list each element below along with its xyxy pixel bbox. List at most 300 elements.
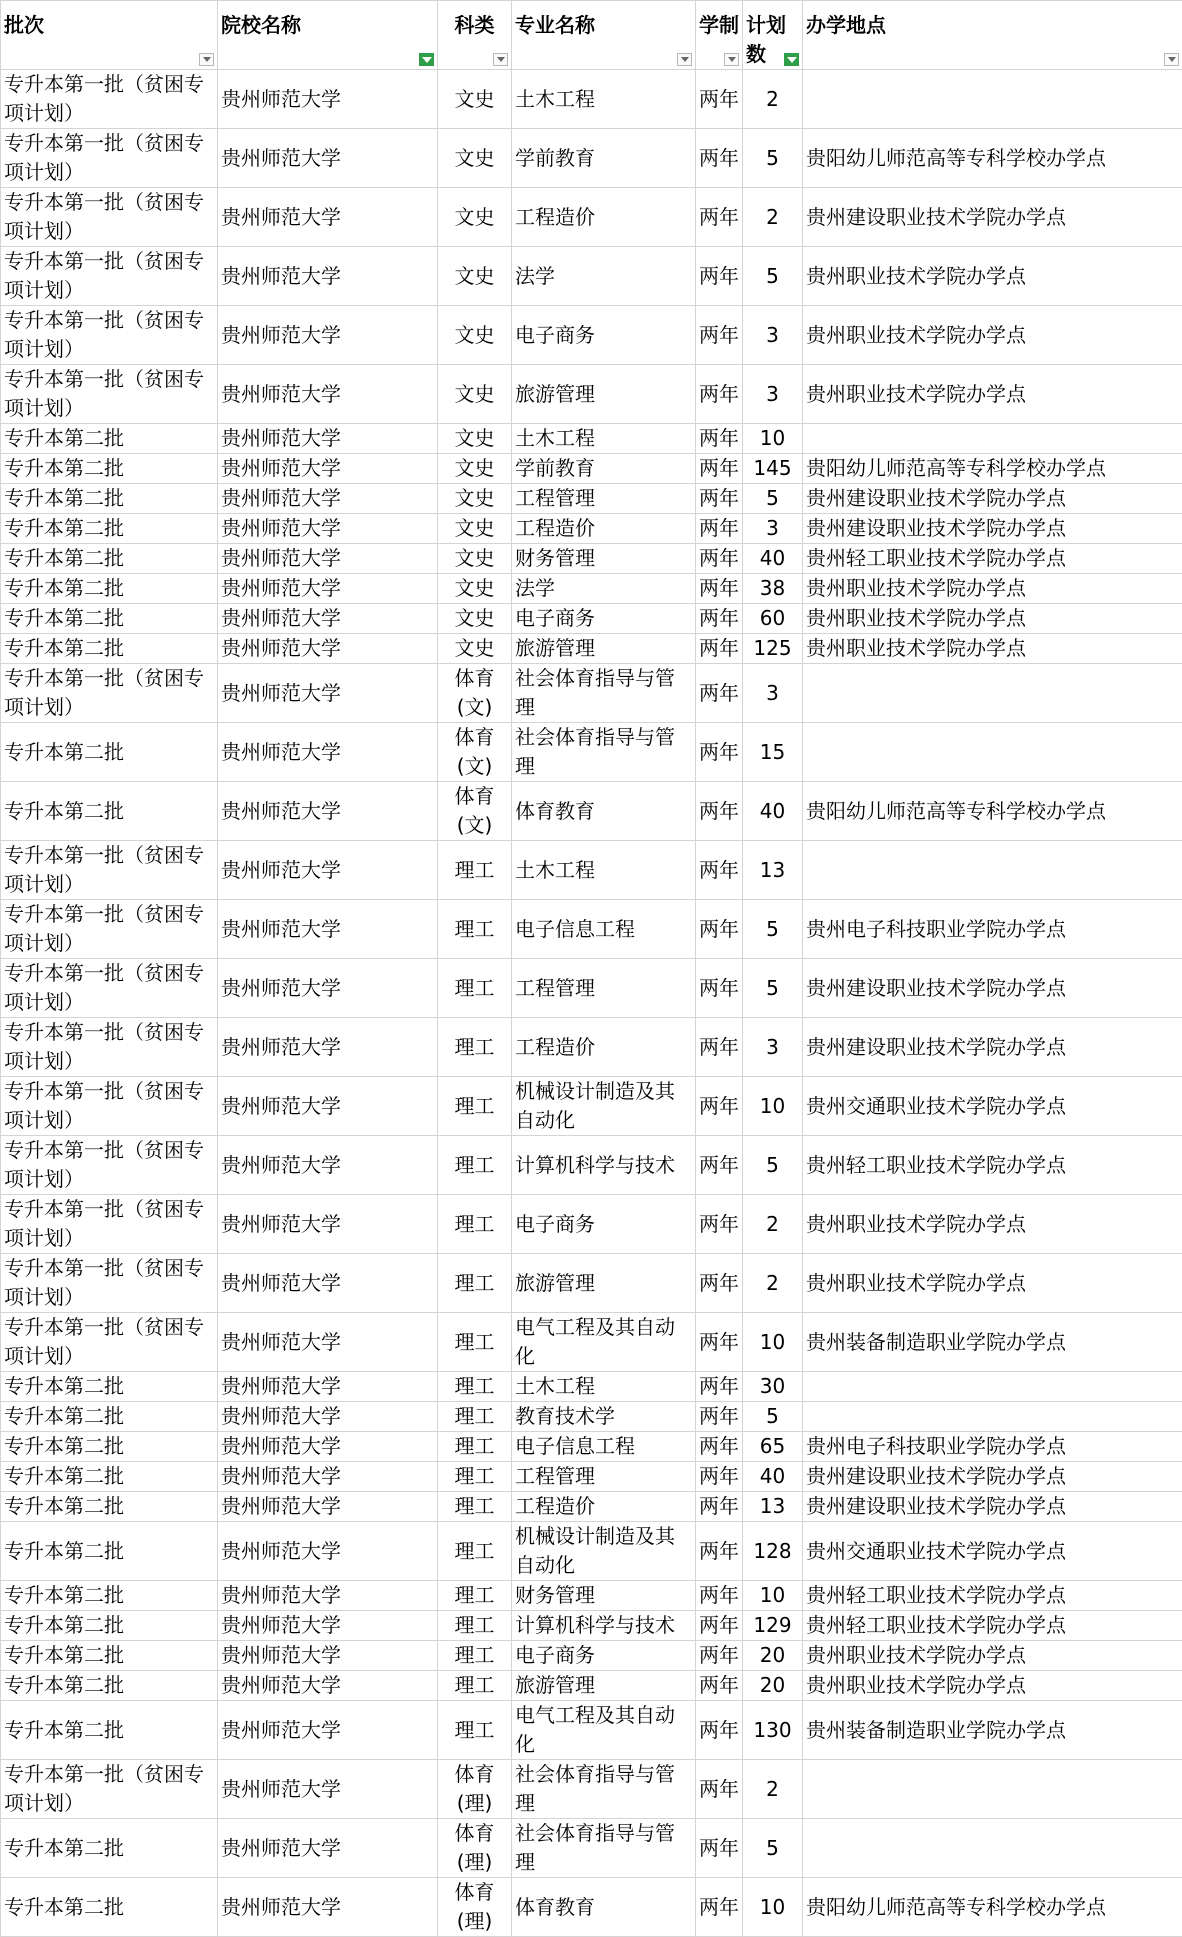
cell-category[interactable]: 理工 <box>438 1581 512 1611</box>
cell-duration[interactable]: 两年 <box>696 129 743 188</box>
cell-batch[interactable]: 专升本第一批（贫困专项计划） <box>1 188 218 247</box>
cell-location[interactable] <box>803 841 1182 900</box>
cell-category[interactable]: 理工 <box>438 1254 512 1313</box>
cell-location[interactable] <box>803 1760 1182 1819</box>
cell-category[interactable]: 理工 <box>438 900 512 959</box>
cell-major[interactable]: 电子商务 <box>512 306 696 365</box>
cell-batch[interactable]: 专升本第二批 <box>1 484 218 514</box>
filter-dropdown-arrow-icon[interactable] <box>493 53 508 66</box>
cell-plan-count[interactable]: 38 <box>743 574 803 604</box>
cell-duration[interactable]: 两年 <box>696 1641 743 1671</box>
cell-duration[interactable]: 两年 <box>696 634 743 664</box>
cell-school[interactable]: 贵州师范大学 <box>218 1641 438 1671</box>
cell-category[interactable]: 理工 <box>438 1077 512 1136</box>
cell-plan-count[interactable]: 5 <box>743 1136 803 1195</box>
cell-batch[interactable]: 专升本第二批 <box>1 1372 218 1402</box>
cell-duration[interactable]: 两年 <box>696 544 743 574</box>
cell-batch[interactable]: 专升本第一批（贫困专项计划） <box>1 70 218 129</box>
cell-school[interactable]: 贵州师范大学 <box>218 664 438 723</box>
cell-batch[interactable]: 专升本第二批 <box>1 514 218 544</box>
cell-category[interactable]: 文史 <box>438 604 512 634</box>
cell-school[interactable]: 贵州师范大学 <box>218 1402 438 1432</box>
cell-location[interactable]: 贵州职业技术学院办学点 <box>803 365 1182 424</box>
cell-plan-count[interactable]: 5 <box>743 484 803 514</box>
cell-school[interactable]: 贵州师范大学 <box>218 900 438 959</box>
cell-plan-count[interactable]: 40 <box>743 782 803 841</box>
cell-duration[interactable]: 两年 <box>696 247 743 306</box>
cell-batch[interactable]: 专升本第一批（贫困专项计划） <box>1 1136 218 1195</box>
cell-school[interactable]: 贵州师范大学 <box>218 1611 438 1641</box>
cell-category[interactable]: 理工 <box>438 1018 512 1077</box>
cell-category[interactable]: 体育(文) <box>438 723 512 782</box>
cell-major[interactable]: 工程管理 <box>512 1462 696 1492</box>
cell-school[interactable]: 贵州师范大学 <box>218 484 438 514</box>
cell-school[interactable]: 贵州师范大学 <box>218 841 438 900</box>
cell-major[interactable]: 电气工程及其自动化 <box>512 1313 696 1372</box>
cell-location[interactable]: 贵州轻工职业技术学院办学点 <box>803 1611 1182 1641</box>
cell-category[interactable]: 理工 <box>438 1402 512 1432</box>
cell-location[interactable]: 贵州职业技术学院办学点 <box>803 1671 1182 1701</box>
cell-batch[interactable]: 专升本第一批（贫困专项计划） <box>1 1313 218 1372</box>
cell-plan-count[interactable]: 2 <box>743 1760 803 1819</box>
cell-school[interactable]: 贵州师范大学 <box>218 1018 438 1077</box>
cell-plan-count[interactable]: 129 <box>743 1611 803 1641</box>
cell-location[interactable]: 贵州装备制造职业学院办学点 <box>803 1313 1182 1372</box>
cell-major[interactable]: 工程造价 <box>512 188 696 247</box>
cell-category[interactable]: 体育(理) <box>438 1819 512 1878</box>
cell-location[interactable]: 贵阳幼儿师范高等专科学校办学点 <box>803 129 1182 188</box>
cell-category[interactable]: 理工 <box>438 1462 512 1492</box>
cell-location[interactable]: 贵州建设职业技术学院办学点 <box>803 959 1182 1018</box>
cell-category[interactable]: 理工 <box>438 1671 512 1701</box>
cell-school[interactable]: 贵州师范大学 <box>218 782 438 841</box>
cell-batch[interactable]: 专升本第一批（贫困专项计划） <box>1 841 218 900</box>
cell-school[interactable]: 贵州师范大学 <box>218 723 438 782</box>
cell-location[interactable]: 贵阳幼儿师范高等专科学校办学点 <box>803 1878 1182 1937</box>
cell-school[interactable]: 贵州师范大学 <box>218 1878 438 1937</box>
cell-plan-count[interactable]: 10 <box>743 424 803 454</box>
cell-plan-count[interactable]: 13 <box>743 841 803 900</box>
cell-batch[interactable]: 专升本第二批 <box>1 544 218 574</box>
cell-major[interactable]: 工程管理 <box>512 484 696 514</box>
cell-category[interactable]: 理工 <box>438 1701 512 1760</box>
cell-plan-count[interactable]: 20 <box>743 1671 803 1701</box>
cell-category[interactable]: 理工 <box>438 1611 512 1641</box>
cell-location[interactable]: 贵州建设职业技术学院办学点 <box>803 1492 1182 1522</box>
cell-batch[interactable]: 专升本第一批（贫困专项计划） <box>1 1760 218 1819</box>
cell-batch[interactable]: 专升本第二批 <box>1 1432 218 1462</box>
cell-duration[interactable]: 两年 <box>696 604 743 634</box>
cell-category[interactable]: 文史 <box>438 544 512 574</box>
cell-school[interactable]: 贵州师范大学 <box>218 634 438 664</box>
cell-duration[interactable]: 两年 <box>696 1077 743 1136</box>
cell-duration[interactable]: 两年 <box>696 1462 743 1492</box>
cell-major[interactable]: 社会体育指导与管理 <box>512 723 696 782</box>
cell-plan-count[interactable]: 3 <box>743 365 803 424</box>
cell-duration[interactable]: 两年 <box>696 424 743 454</box>
cell-batch[interactable]: 专升本第一批（贫困专项计划） <box>1 365 218 424</box>
cell-plan-count[interactable]: 3 <box>743 1018 803 1077</box>
cell-major[interactable]: 财务管理 <box>512 1581 696 1611</box>
cell-duration[interactable]: 两年 <box>696 782 743 841</box>
cell-major[interactable]: 电子商务 <box>512 604 696 634</box>
cell-school[interactable]: 贵州师范大学 <box>218 574 438 604</box>
cell-major[interactable]: 电子商务 <box>512 1195 696 1254</box>
cell-major[interactable]: 社会体育指导与管理 <box>512 664 696 723</box>
cell-duration[interactable]: 两年 <box>696 484 743 514</box>
cell-school[interactable]: 贵州师范大学 <box>218 306 438 365</box>
cell-duration[interactable]: 两年 <box>696 1018 743 1077</box>
table-row <box>1 604 1182 634</box>
cell-major[interactable]: 工程造价 <box>512 514 696 544</box>
cell-location[interactable]: 贵州轻工职业技术学院办学点 <box>803 1581 1182 1611</box>
cell-major[interactable]: 体育教育 <box>512 782 696 841</box>
cell-location[interactable] <box>803 1402 1182 1432</box>
cell-major[interactable]: 法学 <box>512 247 696 306</box>
cell-batch[interactable]: 专升本第二批 <box>1 1611 218 1641</box>
cell-school[interactable]: 贵州师范大学 <box>218 188 438 247</box>
cell-school[interactable]: 贵州师范大学 <box>218 514 438 544</box>
cell-category[interactable]: 文史 <box>438 454 512 484</box>
cell-school[interactable]: 贵州师范大学 <box>218 1195 438 1254</box>
cell-plan-count[interactable]: 145 <box>743 454 803 484</box>
cell-duration[interactable]: 两年 <box>696 664 743 723</box>
cell-major[interactable]: 计算机科学与技术 <box>512 1611 696 1641</box>
table-row <box>1 841 1182 900</box>
cell-batch[interactable]: 专升本第一批（贫困专项计划） <box>1 306 218 365</box>
cell-plan-count[interactable]: 130 <box>743 1701 803 1760</box>
cell-duration[interactable]: 两年 <box>696 1313 743 1372</box>
filter-dropdown-arrow-icon[interactable] <box>724 53 739 66</box>
cell-major[interactable]: 旅游管理 <box>512 365 696 424</box>
cell-plan-count[interactable]: 40 <box>743 544 803 574</box>
cell-plan-count[interactable]: 5 <box>743 1819 803 1878</box>
cell-school[interactable]: 贵州师范大学 <box>218 1372 438 1402</box>
cell-category[interactable]: 文史 <box>438 424 512 454</box>
cell-major[interactable]: 社会体育指导与管理 <box>512 1819 696 1878</box>
cell-category[interactable]: 体育(理) <box>438 1760 512 1819</box>
cell-category[interactable]: 理工 <box>438 959 512 1018</box>
cell-school[interactable]: 贵州师范大学 <box>218 544 438 574</box>
cell-duration[interactable]: 两年 <box>696 365 743 424</box>
cell-school[interactable]: 贵州师范大学 <box>218 1462 438 1492</box>
cell-duration[interactable]: 两年 <box>696 1432 743 1462</box>
filter-dropdown-arrow-icon[interactable] <box>677 53 692 66</box>
table-row <box>1 1195 1182 1254</box>
header-plan-count[interactable] <box>743 1 803 70</box>
cell-major[interactable]: 电气工程及其自动化 <box>512 1701 696 1760</box>
cell-location[interactable]: 贵州职业技术学院办学点 <box>803 1195 1182 1254</box>
filter-dropdown-arrow-icon[interactable] <box>199 53 214 66</box>
cell-batch[interactable]: 专升本第二批 <box>1 604 218 634</box>
cell-category[interactable]: 文史 <box>438 306 512 365</box>
cell-plan-count[interactable]: 10 <box>743 1581 803 1611</box>
cell-school[interactable]: 贵州师范大学 <box>218 1760 438 1819</box>
cell-major[interactable]: 土木工程 <box>512 841 696 900</box>
cell-location[interactable]: 贵州职业技术学院办学点 <box>803 604 1182 634</box>
cell-batch[interactable]: 专升本第二批 <box>1 574 218 604</box>
cell-plan-count[interactable]: 5 <box>743 129 803 188</box>
cell-batch[interactable]: 专升本第二批 <box>1 723 218 782</box>
cell-plan-count[interactable]: 2 <box>743 1195 803 1254</box>
cell-category[interactable]: 理工 <box>438 1372 512 1402</box>
cell-duration[interactable]: 两年 <box>696 1611 743 1641</box>
cell-plan-count[interactable]: 3 <box>743 306 803 365</box>
cell-location[interactable]: 贵州职业技术学院办学点 <box>803 247 1182 306</box>
cell-batch[interactable]: 专升本第一批（贫困专项计划） <box>1 959 218 1018</box>
header-school[interactable] <box>218 1 438 70</box>
cell-duration[interactable]: 两年 <box>696 1195 743 1254</box>
cell-location[interactable]: 贵州建设职业技术学院办学点 <box>803 484 1182 514</box>
cell-school[interactable]: 贵州师范大学 <box>218 1819 438 1878</box>
cell-school[interactable]: 贵州师范大学 <box>218 424 438 454</box>
cell-location[interactable]: 贵州建设职业技术学院办学点 <box>803 1462 1182 1492</box>
cell-plan-count[interactable]: 65 <box>743 1432 803 1462</box>
cell-school[interactable]: 贵州师范大学 <box>218 247 438 306</box>
cell-plan-count[interactable]: 5 <box>743 1402 803 1432</box>
table-row <box>1 1462 1182 1492</box>
cell-duration[interactable]: 两年 <box>696 574 743 604</box>
cell-major[interactable]: 工程管理 <box>512 959 696 1018</box>
cell-batch[interactable]: 专升本第二批 <box>1 1402 218 1432</box>
cell-duration[interactable]: 两年 <box>696 1136 743 1195</box>
cell-plan-count[interactable]: 10 <box>743 1077 803 1136</box>
cell-location[interactable]: 贵州轻工职业技术学院办学点 <box>803 1136 1182 1195</box>
cell-plan-count[interactable]: 5 <box>743 959 803 1018</box>
cell-major[interactable]: 土木工程 <box>512 1372 696 1402</box>
cell-location[interactable]: 贵州建设职业技术学院办学点 <box>803 188 1182 247</box>
cell-location[interactable]: 贵阳幼儿师范高等专科学校办学点 <box>803 454 1182 484</box>
cell-major[interactable]: 旅游管理 <box>512 634 696 664</box>
filter-dropdown-arrow-icon[interactable] <box>1164 53 1179 66</box>
cell-plan-count[interactable]: 128 <box>743 1522 803 1581</box>
cell-category[interactable]: 文史 <box>438 365 512 424</box>
cell-location[interactable] <box>803 723 1182 782</box>
cell-plan-count[interactable]: 20 <box>743 1641 803 1671</box>
cell-duration[interactable]: 两年 <box>696 1372 743 1402</box>
cell-batch[interactable]: 专升本第一批（贫困专项计划） <box>1 1254 218 1313</box>
cell-batch[interactable]: 专升本第二批 <box>1 1819 218 1878</box>
cell-school[interactable]: 贵州师范大学 <box>218 1492 438 1522</box>
cell-major[interactable]: 旅游管理 <box>512 1254 696 1313</box>
cell-location[interactable]: 贵州交通职业技术学院办学点 <box>803 1522 1182 1581</box>
cell-school[interactable]: 贵州师范大学 <box>218 959 438 1018</box>
cell-category[interactable]: 理工 <box>438 1136 512 1195</box>
cell-category[interactable]: 理工 <box>438 1432 512 1462</box>
cell-batch[interactable]: 专升本第二批 <box>1 1522 218 1581</box>
cell-category[interactable]: 文史 <box>438 514 512 544</box>
cell-category[interactable]: 理工 <box>438 1492 512 1522</box>
cell-batch[interactable]: 专升本第一批（贫困专项计划） <box>1 664 218 723</box>
cell-plan-count[interactable]: 10 <box>743 1878 803 1937</box>
cell-duration[interactable]: 两年 <box>696 306 743 365</box>
cell-location[interactable] <box>803 1372 1182 1402</box>
cell-duration[interactable]: 两年 <box>696 1522 743 1581</box>
cell-duration[interactable]: 两年 <box>696 70 743 129</box>
cell-major[interactable]: 法学 <box>512 574 696 604</box>
cell-duration[interactable]: 两年 <box>696 1671 743 1701</box>
cell-location[interactable] <box>803 664 1182 723</box>
cell-category[interactable]: 文史 <box>438 247 512 306</box>
cell-school[interactable]: 贵州师范大学 <box>218 365 438 424</box>
cell-major[interactable]: 土木工程 <box>512 70 696 129</box>
cell-major[interactable]: 计算机科学与技术 <box>512 1136 696 1195</box>
cell-major[interactable]: 旅游管理 <box>512 1671 696 1701</box>
cell-category[interactable]: 文史 <box>438 70 512 129</box>
cell-major[interactable]: 财务管理 <box>512 544 696 574</box>
header-label: 学制 <box>699 13 739 37</box>
cell-plan-count[interactable]: 3 <box>743 664 803 723</box>
cell-location[interactable]: 贵州职业技术学院办学点 <box>803 1254 1182 1313</box>
cell-major[interactable]: 机械设计制造及其自动化 <box>512 1522 696 1581</box>
header-major[interactable] <box>512 1 696 70</box>
cell-plan-count[interactable]: 13 <box>743 1492 803 1522</box>
cell-location[interactable]: 贵州职业技术学院办学点 <box>803 1641 1182 1671</box>
cell-school[interactable]: 贵州师范大学 <box>218 70 438 129</box>
cell-location[interactable] <box>803 424 1182 454</box>
cell-batch[interactable]: 专升本第一批（贫困专项计划） <box>1 1195 218 1254</box>
cell-school[interactable]: 贵州师范大学 <box>218 1313 438 1372</box>
cell-duration[interactable]: 两年 <box>696 1581 743 1611</box>
cell-school[interactable]: 贵州师范大学 <box>218 1432 438 1462</box>
cell-duration[interactable]: 两年 <box>696 841 743 900</box>
cell-plan-count[interactable]: 3 <box>743 514 803 544</box>
cell-location[interactable]: 贵州电子科技职业学院办学点 <box>803 900 1182 959</box>
cell-category[interactable]: 理工 <box>438 841 512 900</box>
filter-funnel-icon[interactable] <box>419 53 434 66</box>
cell-location[interactable]: 贵州轻工职业技术学院办学点 <box>803 544 1182 574</box>
cell-batch[interactable]: 专升本第二批 <box>1 1462 218 1492</box>
header-duration[interactable] <box>696 1 743 70</box>
cell-major[interactable]: 工程造价 <box>512 1018 696 1077</box>
cell-batch[interactable]: 专升本第二批 <box>1 782 218 841</box>
cell-major[interactable]: 土木工程 <box>512 424 696 454</box>
cell-location[interactable]: 贵州装备制造职业学院办学点 <box>803 1701 1182 1760</box>
cell-duration[interactable]: 两年 <box>696 1760 743 1819</box>
cell-batch[interactable]: 专升本第一批（贫困专项计划） <box>1 900 218 959</box>
cell-plan-count[interactable]: 125 <box>743 634 803 664</box>
cell-category[interactable]: 理工 <box>438 1522 512 1581</box>
cell-duration[interactable]: 两年 <box>696 1402 743 1432</box>
cell-location[interactable] <box>803 70 1182 129</box>
cell-school[interactable]: 贵州师范大学 <box>218 1581 438 1611</box>
cell-batch[interactable]: 专升本第二批 <box>1 634 218 664</box>
cell-location[interactable]: 贵州建设职业技术学院办学点 <box>803 1018 1182 1077</box>
cell-duration[interactable]: 两年 <box>696 188 743 247</box>
cell-major[interactable]: 学前教育 <box>512 454 696 484</box>
cell-category[interactable]: 理工 <box>438 1641 512 1671</box>
cell-school[interactable]: 贵州师范大学 <box>218 129 438 188</box>
cell-school[interactable]: 贵州师范大学 <box>218 604 438 634</box>
cell-batch[interactable]: 专升本第一批（贫困专项计划） <box>1 247 218 306</box>
cell-school[interactable]: 贵州师范大学 <box>218 1522 438 1581</box>
cell-category[interactable]: 体育(文) <box>438 664 512 723</box>
cell-school[interactable]: 贵州师范大学 <box>218 1701 438 1760</box>
cell-duration[interactable]: 两年 <box>696 1254 743 1313</box>
cell-plan-count[interactable]: 5 <box>743 247 803 306</box>
cell-category[interactable]: 文史 <box>438 188 512 247</box>
cell-plan-count[interactable]: 5 <box>743 900 803 959</box>
cell-duration[interactable]: 两年 <box>696 454 743 484</box>
cell-plan-count[interactable]: 10 <box>743 1313 803 1372</box>
cell-batch[interactable]: 专升本第二批 <box>1 1671 218 1701</box>
cell-category[interactable]: 文史 <box>438 634 512 664</box>
cell-school[interactable]: 贵州师范大学 <box>218 1254 438 1313</box>
cell-duration[interactable]: 两年 <box>696 959 743 1018</box>
cell-major[interactable]: 学前教育 <box>512 129 696 188</box>
cell-duration[interactable]: 两年 <box>696 900 743 959</box>
cell-major[interactable]: 电子信息工程 <box>512 900 696 959</box>
cell-plan-count[interactable]: 15 <box>743 723 803 782</box>
cell-duration[interactable]: 两年 <box>696 1701 743 1760</box>
cell-category[interactable]: 理工 <box>438 1313 512 1372</box>
cell-location[interactable]: 贵州职业技术学院办学点 <box>803 574 1182 604</box>
header-location[interactable] <box>803 1 1182 70</box>
cell-batch[interactable]: 专升本第二批 <box>1 1878 218 1937</box>
cell-batch[interactable]: 专升本第二批 <box>1 1641 218 1671</box>
cell-category[interactable]: 理工 <box>438 1195 512 1254</box>
cell-major[interactable]: 工程造价 <box>512 1492 696 1522</box>
cell-batch[interactable]: 专升本第二批 <box>1 1701 218 1760</box>
cell-location[interactable]: 贵州建设职业技术学院办学点 <box>803 514 1182 544</box>
cell-batch[interactable]: 专升本第二批 <box>1 1492 218 1522</box>
cell-batch[interactable]: 专升本第二批 <box>1 424 218 454</box>
cell-major[interactable]: 体育教育 <box>512 1878 696 1937</box>
cell-location[interactable]: 贵州职业技术学院办学点 <box>803 306 1182 365</box>
cell-category[interactable]: 文史 <box>438 129 512 188</box>
cell-location[interactable]: 贵州交通职业技术学院办学点 <box>803 1077 1182 1136</box>
cell-plan-count[interactable]: 30 <box>743 1372 803 1402</box>
cell-category[interactable]: 文史 <box>438 484 512 514</box>
cell-school[interactable]: 贵州师范大学 <box>218 1136 438 1195</box>
cell-school[interactable]: 贵州师范大学 <box>218 454 438 484</box>
cell-duration[interactable]: 两年 <box>696 514 743 544</box>
cell-location[interactable]: 贵州电子科技职业学院办学点 <box>803 1432 1182 1462</box>
cell-plan-count[interactable]: 40 <box>743 1462 803 1492</box>
cell-plan-count[interactable]: 60 <box>743 604 803 634</box>
cell-major[interactable]: 教育技术学 <box>512 1402 696 1432</box>
cell-location[interactable]: 贵州职业技术学院办学点 <box>803 634 1182 664</box>
cell-batch[interactable]: 专升本第一批（贫困专项计划） <box>1 1077 218 1136</box>
cell-duration[interactable]: 两年 <box>696 1492 743 1522</box>
cell-duration[interactable]: 两年 <box>696 1878 743 1937</box>
filter-funnel-icon[interactable] <box>784 53 799 66</box>
cell-major[interactable]: 社会体育指导与管理 <box>512 1760 696 1819</box>
cell-batch[interactable]: 专升本第二批 <box>1 1581 218 1611</box>
cell-major[interactable]: 机械设计制造及其自动化 <box>512 1077 696 1136</box>
cell-major[interactable]: 电子信息工程 <box>512 1432 696 1462</box>
cell-batch[interactable]: 专升本第一批（贫困专项计划） <box>1 129 218 188</box>
cell-batch[interactable]: 专升本第一批（贫困专项计划） <box>1 1018 218 1077</box>
cell-school[interactable]: 贵州师范大学 <box>218 1077 438 1136</box>
cell-plan-count[interactable]: 2 <box>743 188 803 247</box>
cell-duration[interactable]: 两年 <box>696 1819 743 1878</box>
cell-category[interactable]: 体育(理) <box>438 1878 512 1937</box>
cell-batch[interactable]: 专升本第二批 <box>1 454 218 484</box>
table-row <box>1 1313 1182 1372</box>
cell-category[interactable]: 文史 <box>438 574 512 604</box>
cell-major[interactable]: 电子商务 <box>512 1641 696 1671</box>
header-batch[interactable] <box>1 1 218 70</box>
cell-duration[interactable]: 两年 <box>696 723 743 782</box>
cell-location[interactable]: 贵阳幼儿师范高等专科学校办学点 <box>803 782 1182 841</box>
cell-plan-count[interactable]: 2 <box>743 1254 803 1313</box>
cell-category[interactable]: 体育(文) <box>438 782 512 841</box>
header-category[interactable] <box>438 1 512 70</box>
cell-location[interactable] <box>803 1819 1182 1878</box>
cell-school[interactable]: 贵州师范大学 <box>218 1671 438 1701</box>
cell-plan-count[interactable]: 2 <box>743 70 803 129</box>
